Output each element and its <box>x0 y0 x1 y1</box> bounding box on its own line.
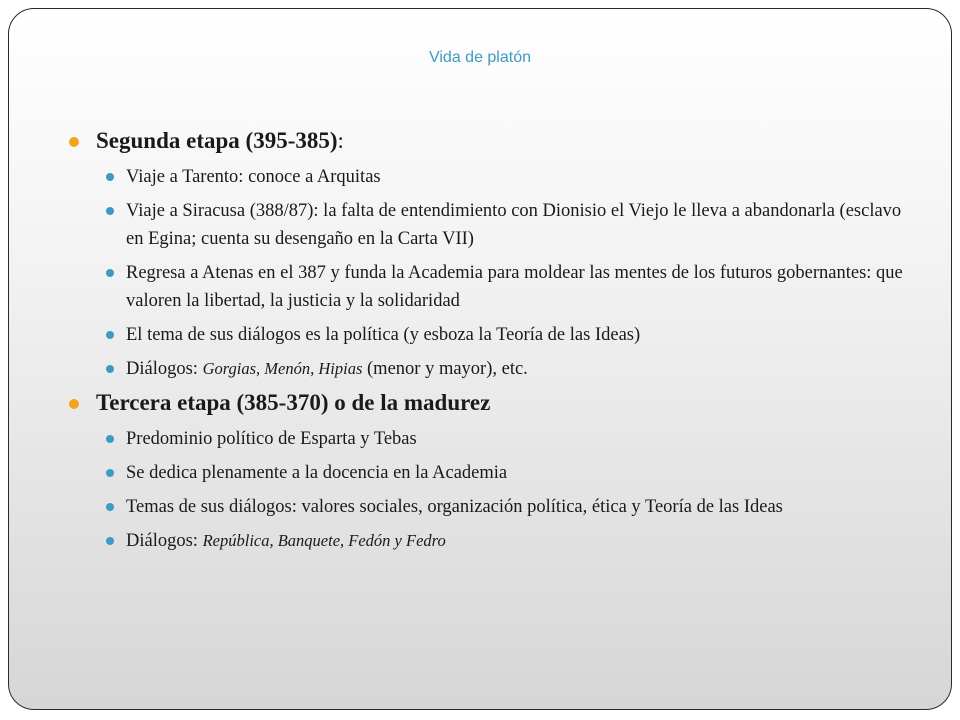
list-item-text: El tema de sus diálogos es la política (y esboza la Teoría de las Ideas) <box>126 325 641 345</box>
blue-bullet-icon <box>106 503 114 511</box>
blue-bullet-icon <box>106 469 114 477</box>
dialogos-prefix: Diálogos: <box>126 531 203 551</box>
section-heading-suffix: : <box>337 128 344 153</box>
list-item-text: Viaje a Siracusa (388/87): la falta de entendimiento con Dionisio el Viejo le lleva a abandonarla (esclavo en Egina; cuenta su desengaño en la Carta VII) <box>126 201 902 249</box>
orange-bullet-icon <box>69 137 79 147</box>
list-item <box>69 459 909 487</box>
list-item-text: Predominio político de Esparta y Tebas <box>126 429 417 449</box>
dialogos-works: República, Banquete, Fedón y Fedro <box>202 531 446 550</box>
slide-content <box>69 127 909 561</box>
list-item-text: Regresa a Atenas en el 387 y funda la Academia para moldear las mentes de los futuros gobernantes: que valoren la libertad, la justicia y la solidaridad <box>126 263 903 311</box>
dialogos-suffix: (menor y mayor), etc. <box>362 359 528 379</box>
list-item-text: Temas de sus diálogos: valores sociales, organización política, ética y Teoría de las Ideas <box>126 497 783 517</box>
slide <box>8 8 952 710</box>
blue-bullet-icon <box>106 537 114 545</box>
list-item-dialogos <box>69 527 909 555</box>
blue-bullet-icon <box>106 365 114 373</box>
slide-title: Vida de platón <box>428 49 531 66</box>
section-heading-text: Segunda etapa (395-385) <box>96 128 338 153</box>
list-item-text: Viaje a Tarento: conoce a Arquitas <box>126 167 381 187</box>
blue-bullet-icon <box>106 435 114 443</box>
blue-bullet-icon <box>106 331 114 339</box>
blue-bullet-icon <box>106 173 114 181</box>
list-item <box>69 163 909 191</box>
list-item-dialogos <box>69 355 909 383</box>
list-item <box>69 425 909 453</box>
dialogos-works: Gorgias, Menón, Hipias <box>202 359 363 378</box>
list-item <box>69 259 909 315</box>
section-heading-segunda-etapa <box>69 127 909 155</box>
dialogos-prefix: Diálogos: <box>126 359 203 379</box>
orange-bullet-icon <box>69 399 79 409</box>
list-item <box>69 197 909 253</box>
section-heading-tercera-etapa <box>69 389 909 417</box>
list-item <box>69 493 909 521</box>
blue-bullet-icon <box>106 269 114 277</box>
list-item-text: Se dedica plenamente a la docencia en la Academia <box>126 463 508 483</box>
blue-bullet-icon <box>106 207 114 215</box>
list-item <box>69 321 909 349</box>
section-heading-text: Tercera etapa (385-370) o de la madurez <box>96 390 491 415</box>
